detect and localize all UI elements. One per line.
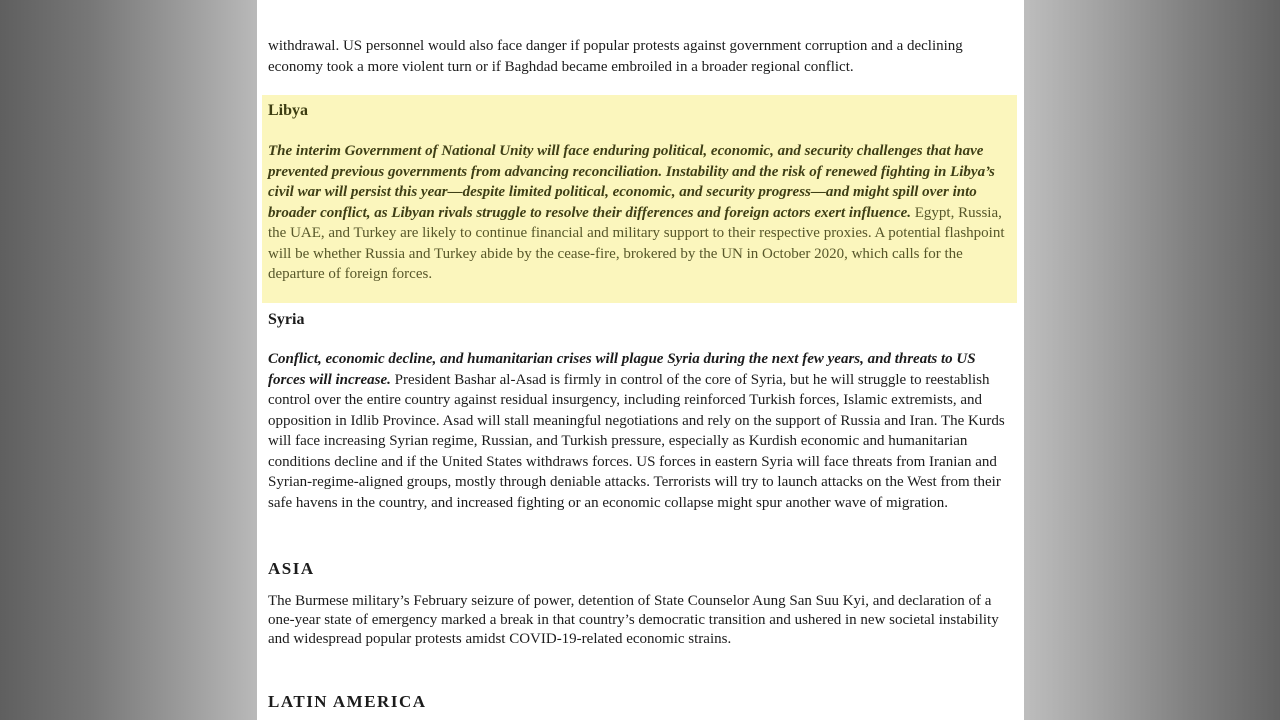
syria-paragraph bbox=[268, 349, 1012, 513]
latin-america-heading: LATIN AMERICA bbox=[268, 692, 427, 711]
libya-heading: Libya bbox=[268, 102, 309, 119]
document-page bbox=[257, 0, 1024, 720]
blurred-background-right bbox=[1024, 0, 1280, 720]
blurred-background-left bbox=[0, 0, 257, 720]
asia-heading: ASIA bbox=[268, 559, 315, 578]
syria-body-text: President Bashar al-Asad is firmly in control of the core of Syria, but he will struggle to reestablish control over the entire country against residual insurgency, including reinforced Turkish forces, Islamic extremists, and opposition in Idlib Province. Asad will stall meaningful negotiations and rely on the support of Russia and Iran. The Kurds will face increasing Syrian regime, Russian, and Turkish pressure, especially as Kurdish economic and humanitarian conditions decline and if the United States withdraws forces. US forces in eastern Syria will face threats from Iranian and Syrian-regime-aligned groups, mostly through deniable attacks. Terrorists will try to launch attacks on the West from their safe havens in the country, and increased fighting or an economic collapse might spur another wave of migration. bbox=[268, 371, 1005, 511]
libya-paragraph bbox=[268, 141, 1012, 285]
syria-lead-sentence: Conflict, economic decline, and humanitarian crises will plague Syria during the next few years, and threats to US forces will increase. bbox=[268, 351, 976, 388]
syria-heading: Syria bbox=[268, 311, 305, 328]
libya-body-text: Egypt, Russia, the UAE, and Turkey are likely to continue financial and military support to their respective proxies. A potential flashpoint will be whether Russia and Turkey abide by the cease-fire, brokered by the UN in October 2020, which calls for the departure of foreign forces. bbox=[268, 204, 1005, 282]
intro-paragraph: withdrawal. US personnel would also face danger if popular protests against government corruption and a declining economy took a more violent turn or if Baghdad became embroiled in a broader regional conflict. bbox=[268, 38, 963, 75]
asia-paragraph: The Burmese military’s February seizure of power, detention of State Counselor Aung San Suu Kyi, and declaration of a one-year state of emergency marked a break in that country’s democratic transition and ushered in new societal instability and widespread popular protests amidst COVID-19-related economic strains. bbox=[268, 593, 999, 647]
libya-lead-sentence: The interim Government of National Unity will face enduring political, economic, and security challenges that have prevented previous governments from advancing reconciliation. Instability and the risk of renewed fighting in Libya’s civil war will persist this year—despite limited political, economic, and security progress—and might spill over into broader conflict, as Libyan rivals struggle to resolve their differences and foreign actors exert influence. bbox=[268, 143, 995, 221]
